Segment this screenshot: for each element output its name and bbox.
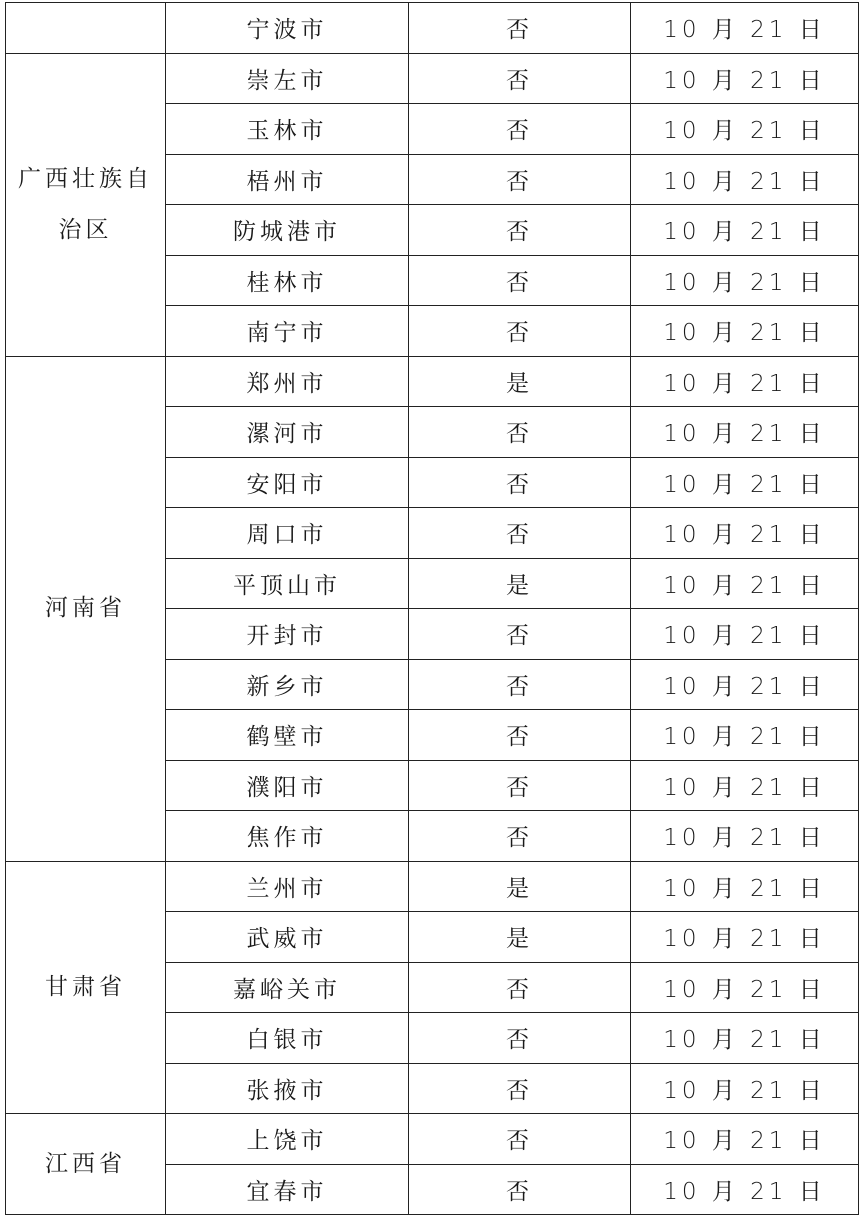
flag-cell: 否 [409, 306, 631, 357]
date-cell: 10 月 21 日 [631, 861, 859, 912]
date-cell: 10 月 21 日 [631, 255, 859, 306]
city-cell: 桂林市 [166, 255, 409, 306]
city-cell: 武威市 [166, 912, 409, 963]
city-cell: 梧州市 [166, 154, 409, 205]
flag-cell: 否 [409, 962, 631, 1013]
region-cell [6, 3, 166, 54]
flag-cell: 否 [409, 255, 631, 306]
date-cell: 10 月 21 日 [631, 356, 859, 407]
date-cell: 10 月 21 日 [631, 1013, 859, 1064]
city-cell: 崇左市 [166, 53, 409, 104]
city-cell: 鹤壁市 [166, 710, 409, 761]
date-cell: 10 月 21 日 [631, 1114, 859, 1165]
region-cell: 甘肃省 [6, 861, 166, 1114]
date-cell: 10 月 21 日 [631, 710, 859, 761]
city-cell: 南宁市 [166, 306, 409, 357]
date-cell: 10 月 21 日 [631, 407, 859, 458]
table-row [6, 1114, 859, 1165]
city-cell: 嘉峪关市 [166, 962, 409, 1013]
table-row [6, 861, 859, 912]
table-body [6, 3, 859, 1215]
date-cell: 10 月 21 日 [631, 760, 859, 811]
region-cell: 广西壮族自治区 [6, 53, 166, 356]
date-cell: 10 月 21 日 [631, 3, 859, 54]
flag-cell: 是 [409, 912, 631, 963]
date-cell: 10 月 21 日 [631, 609, 859, 660]
flag-cell: 否 [409, 457, 631, 508]
date-cell: 10 月 21 日 [631, 53, 859, 104]
city-cell: 新乡市 [166, 659, 409, 710]
flag-cell: 否 [409, 104, 631, 155]
flag-cell: 否 [409, 760, 631, 811]
flag-cell: 否 [409, 609, 631, 660]
city-cell: 濮阳市 [166, 760, 409, 811]
city-cell: 宁波市 [166, 3, 409, 54]
region-cell: 江西省 [6, 1114, 166, 1215]
date-cell: 10 月 21 日 [631, 205, 859, 256]
date-cell: 10 月 21 日 [631, 154, 859, 205]
city-cell: 上饶市 [166, 1114, 409, 1165]
city-cell: 平顶山市 [166, 558, 409, 609]
table-row [6, 53, 859, 104]
date-cell: 10 月 21 日 [631, 659, 859, 710]
date-cell: 10 月 21 日 [631, 962, 859, 1013]
date-cell: 10 月 21 日 [631, 1164, 859, 1215]
city-cell: 郑州市 [166, 356, 409, 407]
city-cell: 周口市 [166, 508, 409, 559]
flag-cell: 否 [409, 659, 631, 710]
flag-cell: 是 [409, 558, 631, 609]
flag-cell: 否 [409, 3, 631, 54]
date-cell: 10 月 21 日 [631, 306, 859, 357]
city-cell: 防城港市 [166, 205, 409, 256]
city-cell: 开封市 [166, 609, 409, 660]
flag-cell: 否 [409, 205, 631, 256]
flag-cell: 否 [409, 407, 631, 458]
flag-cell: 是 [409, 356, 631, 407]
table-row [6, 356, 859, 407]
date-cell: 10 月 21 日 [631, 558, 859, 609]
date-cell: 10 月 21 日 [631, 811, 859, 862]
flag-cell: 否 [409, 1164, 631, 1215]
table-row [6, 3, 859, 54]
date-cell: 10 月 21 日 [631, 457, 859, 508]
date-cell: 10 月 21 日 [631, 1063, 859, 1114]
city-cell: 兰州市 [166, 861, 409, 912]
region-cell: 河南省 [6, 356, 166, 861]
date-cell: 10 月 21 日 [631, 104, 859, 155]
city-cell: 漯河市 [166, 407, 409, 458]
city-status-table [5, 2, 859, 1215]
city-cell: 玉林市 [166, 104, 409, 155]
city-cell: 安阳市 [166, 457, 409, 508]
date-cell: 10 月 21 日 [631, 508, 859, 559]
city-cell: 焦作市 [166, 811, 409, 862]
date-cell: 10 月 21 日 [631, 912, 859, 963]
flag-cell: 否 [409, 811, 631, 862]
city-cell: 宜春市 [166, 1164, 409, 1215]
flag-cell: 否 [409, 710, 631, 761]
city-cell: 白银市 [166, 1013, 409, 1064]
flag-cell: 否 [409, 508, 631, 559]
flag-cell: 否 [409, 1114, 631, 1165]
flag-cell: 否 [409, 154, 631, 205]
flag-cell: 否 [409, 1013, 631, 1064]
flag-cell: 否 [409, 1063, 631, 1114]
flag-cell: 否 [409, 53, 631, 104]
city-cell: 张掖市 [166, 1063, 409, 1114]
flag-cell: 是 [409, 861, 631, 912]
